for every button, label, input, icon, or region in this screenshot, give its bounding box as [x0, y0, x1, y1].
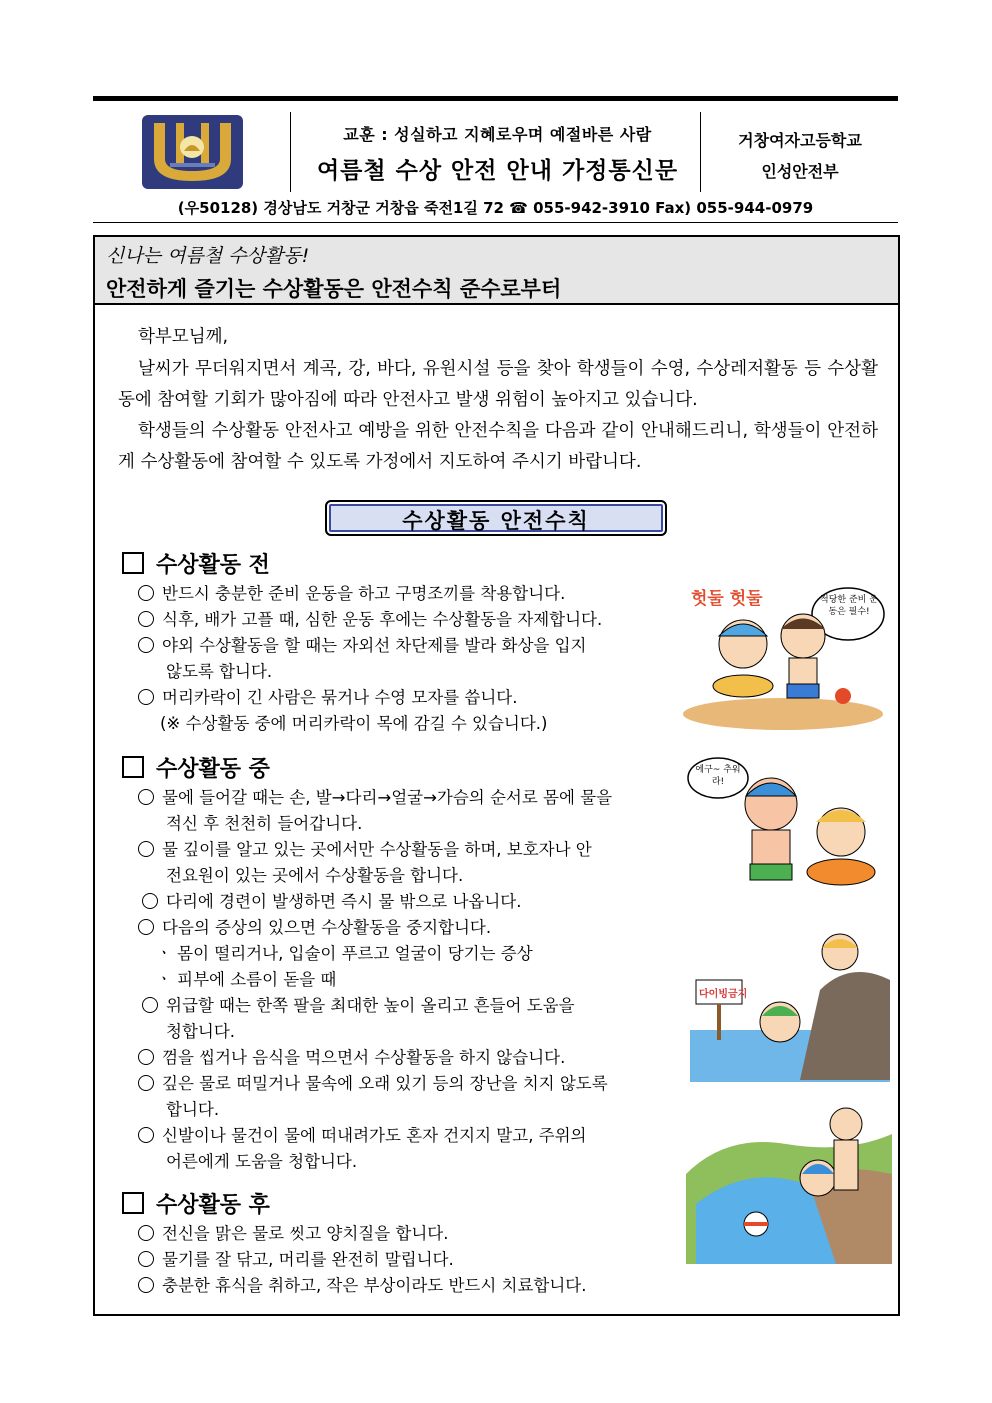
- list-item: 다음의 증상의 있으면 수상활동을 중지합니다.: [138, 915, 491, 941]
- intro-paragraph-1: 날씨가 무더워지면서 계곡, 강, 바다, 유원시설 등을 찾아 학생들이 수영, 수상레저활동 등 수상활동에 참여할 기회가 많아짐에 따라 안전사고 발생 위험이 높아지고 있습니다.: [118, 359, 878, 410]
- school-address: (우50128) 경상남도 거창군 거창읍 죽전1길 72 ☎ 055-942-3910 Fax) 055-944-0979: [177, 199, 814, 217]
- school-motto: 교훈 : 성실하고 지혜로우며 예절바른 사람: [343, 125, 652, 144]
- banner-subtitle: 신나는 여름철 수상활동!: [106, 245, 310, 267]
- list-item: 전신을 맑은 물로 씻고 양치질을 합니다.: [138, 1221, 449, 1247]
- list-item-continued: 합니다.: [166, 1100, 220, 1119]
- checkbox-icon: [122, 756, 144, 778]
- intro-paragraph-2: 학생들의 수상활동 안전사고 예방을 위한 안전수칙을 다음과 같이 안내해드리니, 학생들이 안전하게 수상활동에 참여할 수 있도록 가정에서 지도하여 주시기 바랍니다.: [118, 421, 878, 472]
- sub-item: ㆍ 피부에 소름이 돋을 때: [156, 970, 337, 989]
- banner-title: 안전하게 즐기는 수상활동은 안전수칙 준수로부터: [106, 277, 562, 301]
- list-item: 충분한 휴식을 취하고, 작은 부상이라도 반드시 치료합니다.: [138, 1273, 587, 1299]
- warm-up-illustration: [683, 574, 888, 732]
- circle-bullet-icon: [138, 1277, 154, 1293]
- top-rule: [93, 96, 898, 101]
- heading-during: 수상활동 중: [122, 752, 270, 783]
- speech-bubble-text: 적당한 준비 운동은 필수!: [820, 595, 878, 617]
- circle-bullet-icon: [138, 1049, 154, 1065]
- list-item-continued: 전요원이 있는 곳에서 수상활동을 합니다.: [166, 866, 464, 885]
- circle-bullet-icon: [138, 841, 154, 857]
- checkbox-icon: [122, 1192, 144, 1214]
- section-title-box: [325, 500, 667, 536]
- list-item-continued: 청합니다.: [166, 1022, 236, 1041]
- list-item: 반드시 충분한 준비 운동을 하고 구명조끼를 착용합니다.: [138, 581, 565, 607]
- list-item: 물 깊이를 알고 있는 곳에서만 수상활동을 하며, 보호자나 안: [138, 837, 592, 863]
- circle-bullet-icon: [138, 1075, 154, 1091]
- list-item: 다리에 경련이 발생하면 즉시 물 밖으로 나옵니다.: [142, 889, 522, 915]
- circle-bullet-icon: [142, 893, 158, 909]
- list-item: 물기를 잘 닦고, 머리를 완전히 말립니다.: [138, 1247, 454, 1273]
- circle-bullet-icon: [138, 789, 154, 805]
- list-item-continued: 적신 후 천천히 들어갑니다.: [166, 814, 363, 833]
- list-item: 물에 들어갈 때는 손, 발→다리→얼굴→가슴의 순서로 몸에 물을: [138, 785, 612, 811]
- svg-text:헛둘 헛둘: 헛둘 헛둘: [691, 589, 763, 609]
- list-item-continued: 어른에게 도움을 청합니다.: [166, 1152, 358, 1171]
- circle-bullet-icon: [138, 1225, 154, 1241]
- no-diving-illustration: [690, 920, 890, 1082]
- banner: [95, 237, 898, 305]
- river-illustration: [686, 1104, 892, 1264]
- svg-text:다이빙금지: 다이빙금지: [699, 989, 748, 1000]
- list-item: 깊은 물로 떠밀거나 물속에 오래 있기 등의 장난을 치지 않도록: [138, 1071, 608, 1097]
- checkbox-icon: [122, 552, 144, 574]
- heading-after: 수상활동 후: [122, 1188, 270, 1219]
- speech-bubble-text: 에구~ 추워라!: [695, 765, 741, 787]
- circle-bullet-icon: [138, 637, 154, 653]
- greeting: 학부모님께,: [138, 327, 229, 347]
- heading-before: 수상활동 전: [122, 548, 270, 579]
- school-name: 거창여자고등학교: [738, 131, 862, 150]
- header-bottom-rule: [93, 222, 898, 223]
- section-title: 수상활동 안전수칙: [402, 509, 590, 533]
- circle-bullet-icon: [138, 689, 154, 705]
- cold-water-illustration: [686, 752, 890, 902]
- circle-bullet-icon: [142, 997, 158, 1013]
- list-item: 야외 수상활동을 할 때는 자외선 차단제를 발라 화상을 입지: [138, 633, 587, 659]
- list-item: 위급할 때는 한쪽 팔을 최대한 높이 올리고 흔들어 도움을: [142, 993, 575, 1019]
- sub-item: ㆍ 몸이 떨리거나, 입술이 푸르고 얼굴이 당기는 증상: [156, 944, 533, 963]
- header-divider-right: [700, 112, 701, 192]
- department-name: 인성안전부: [761, 162, 839, 181]
- circle-bullet-icon: [138, 585, 154, 601]
- list-item-continued: 않도록 합니다.: [166, 662, 273, 681]
- circle-bullet-icon: [138, 611, 154, 627]
- list-note: (※ 수상활동 중에 머리카락이 목에 감길 수 있습니다.): [160, 714, 548, 733]
- list-item: 껌을 씹거나 음식을 먹으면서 수상활동을 하지 않습니다.: [138, 1045, 565, 1071]
- list-item: 신발이나 물건이 물에 떠내려가도 혼자 건지지 말고, 주위의: [138, 1123, 587, 1149]
- list-item: 머리카락이 긴 사람은 묶거나 수영 모자를 씁니다.: [138, 685, 518, 711]
- circle-bullet-icon: [138, 1127, 154, 1143]
- document-title: 여름철 수상 안전 안내 가정통신문: [316, 158, 679, 184]
- school-logo-icon: [140, 113, 245, 191]
- list-item: 식후, 배가 고플 때, 심한 운동 후에는 수상활동을 자제합니다.: [138, 607, 602, 633]
- circle-bullet-icon: [138, 1251, 154, 1267]
- header-divider-left: [290, 112, 291, 192]
- circle-bullet-icon: [138, 919, 154, 935]
